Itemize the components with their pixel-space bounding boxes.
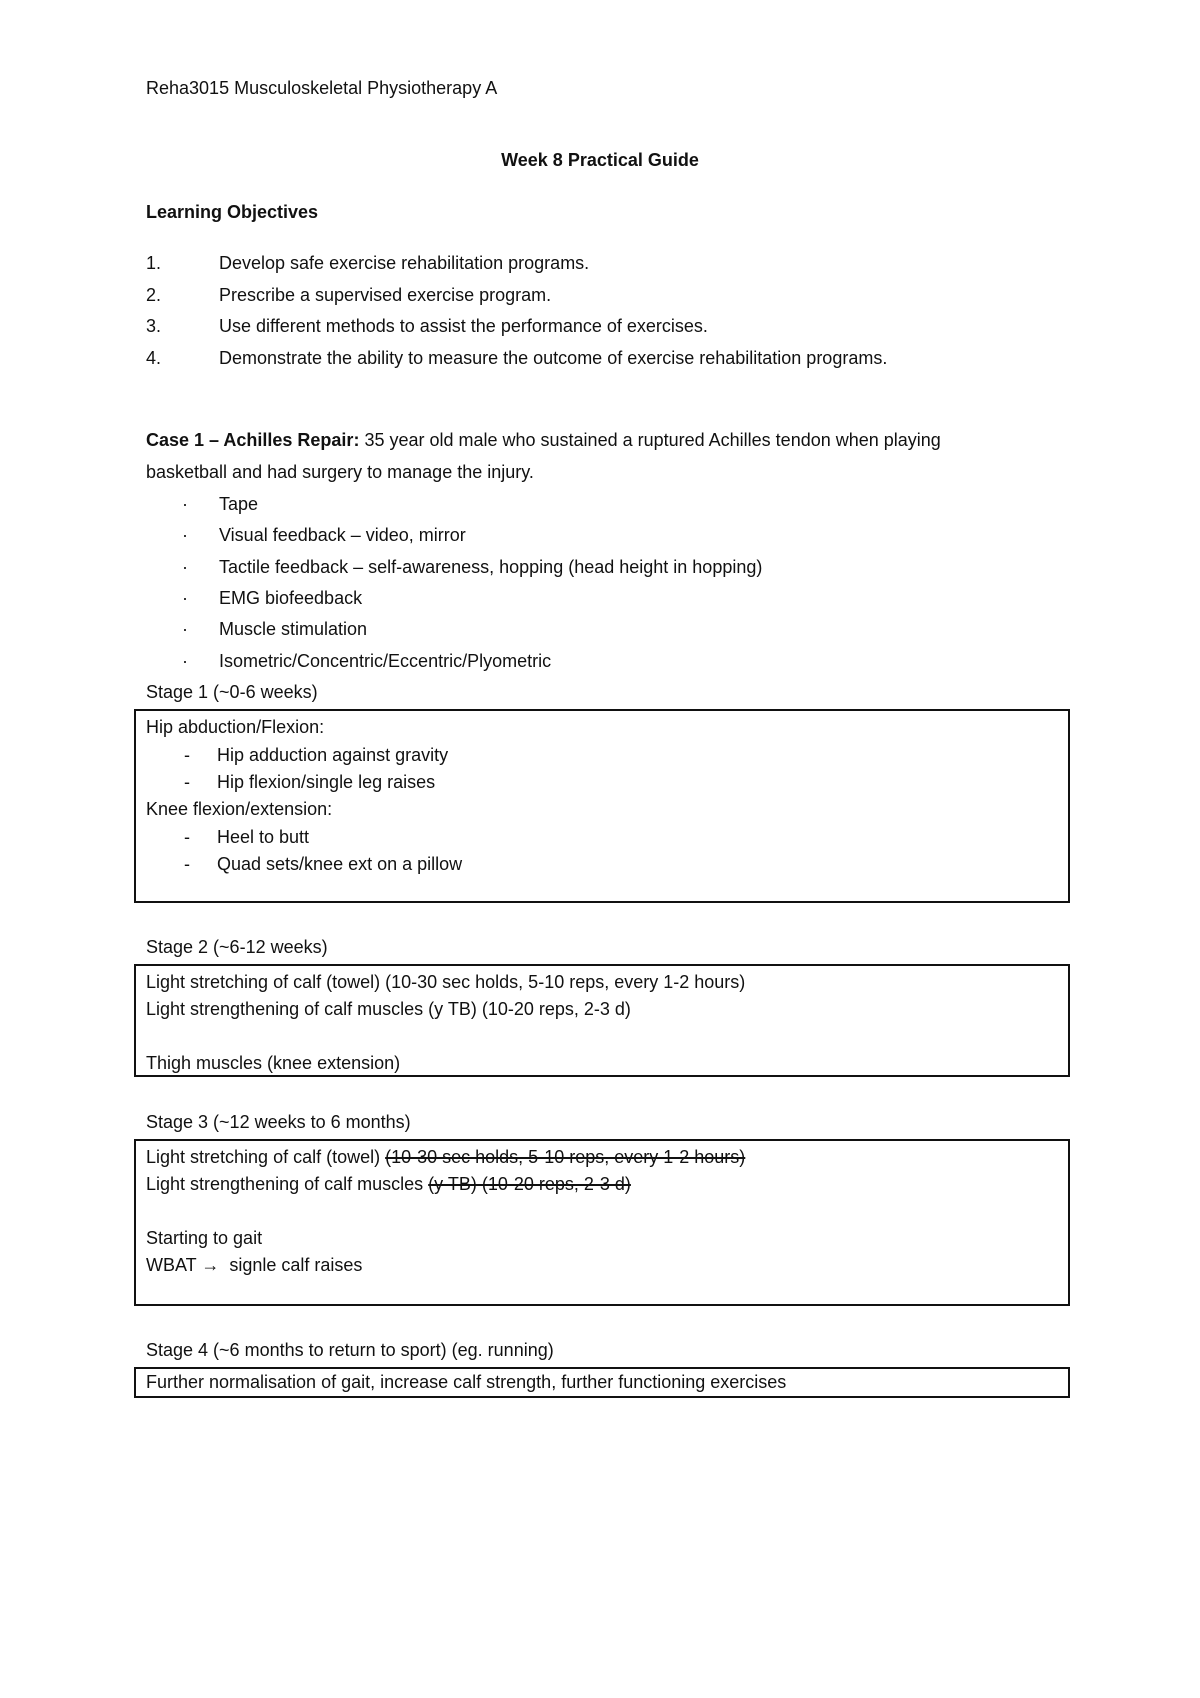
stage4-heading: Stage 4 (~6 months to return to sport) (eg. running) <box>146 1340 554 1360</box>
dash-marker: - <box>184 745 190 765</box>
hip-heading: Hip abduction/Flexion: <box>146 717 325 737</box>
dash-marker: - <box>184 772 190 792</box>
objective-item <box>146 316 708 338</box>
bullet-dot: · <box>182 619 188 639</box>
struck-text: (10-30 sec holds, 5-10 reps, every 1-2 hours) <box>385 1147 746 1167</box>
knee-item-text: Quad sets/knee ext on a pillow <box>217 854 463 874</box>
hip-item <box>184 745 448 767</box>
objective-number: 1. <box>146 253 162 273</box>
method-item <box>182 494 258 516</box>
stage4-line: Further normalisation of gait, increase calf strength, further functioning exercises <box>146 1372 787 1392</box>
objective-text: Prescribe a supervised exercise program. <box>219 285 552 305</box>
stage2-box <box>134 964 1070 1077</box>
objective-text: Use different methods to assist the performance of exercises. <box>219 316 708 336</box>
stage3-line <box>146 1255 362 1277</box>
document-header: Reha3015 Musculoskeletal Physiotherapy A <box>146 78 498 98</box>
bullet-dot: · <box>182 588 188 608</box>
knee-item <box>184 827 309 849</box>
dash-marker: - <box>184 854 190 874</box>
stage3-line-text: WBAT <box>146 1255 197 1275</box>
objective-item <box>146 348 887 370</box>
objective-text: Develop safe exercise rehabilitation programs. <box>219 253 590 273</box>
bullet-dot: · <box>182 525 188 545</box>
method-text: Isometric/Concentric/Eccentric/Plyometric <box>219 651 552 671</box>
stage3-line-text: Light stretching of calf (towel) <box>146 1147 386 1167</box>
method-item <box>182 557 762 579</box>
objective-number: 2. <box>146 285 162 305</box>
case-text: 35 year old male who sustained a ruptured Achilles tendon when playing <box>359 430 941 450</box>
method-text: Tactile feedback – self-awareness, hopping (head height in hopping) <box>219 557 763 577</box>
bullet-dot: · <box>182 557 188 577</box>
case-description <box>146 430 941 452</box>
stage1-box <box>134 709 1070 903</box>
knee-heading: Knee flexion/extension: <box>146 799 333 819</box>
stage3-line-text: Light strengthening of calf muscles <box>146 1174 429 1194</box>
hip-item-text: Hip adduction against gravity <box>217 745 449 765</box>
method-item <box>182 588 362 610</box>
stage2-line: Light strengthening of calf muscles (y TB) (10-20 reps, 2-3 d) <box>146 999 631 1019</box>
stage2-line: Light stretching of calf (towel) (10-30 sec holds, 5-10 reps, every 1-2 hours) <box>146 972 746 992</box>
objectives-heading: Learning Objectives <box>146 202 319 222</box>
knee-item-text: Heel to butt <box>217 827 310 847</box>
method-text: EMG biofeedback <box>219 588 363 608</box>
hip-item <box>184 772 435 794</box>
objective-item <box>146 285 551 307</box>
bullet-dot: · <box>182 494 188 514</box>
stage3-box <box>134 1139 1070 1306</box>
case-description-continued: basketball and had surgery to manage the injury. <box>146 462 534 482</box>
method-item <box>182 651 551 673</box>
hip-item-text: Hip flexion/single leg raises <box>217 772 436 792</box>
stage2-line: Thigh muscles (knee extension) <box>146 1053 401 1073</box>
case-label: Case 1 – Achilles Repair: <box>146 430 360 450</box>
bullet-dot: · <box>182 651 188 671</box>
stage3-heading: Stage 3 (~12 weeks to 6 months) <box>146 1112 411 1132</box>
objective-number: 3. <box>146 316 162 336</box>
stage3-line-text: signle calf raises <box>229 1255 363 1275</box>
stage3-line <box>146 1147 745 1169</box>
method-text: Visual feedback – video, mirror <box>219 525 466 545</box>
knee-item <box>184 854 462 876</box>
objective-number: 4. <box>146 348 162 368</box>
stage2-heading: Stage 2 (~6-12 weeks) <box>146 937 328 957</box>
struck-text: (y TB) (10-20 reps, 2-3 d) <box>428 1174 631 1194</box>
page-title: Week 8 Practical Guide <box>501 150 699 170</box>
arrow-right-icon: → <box>201 1255 220 1275</box>
method-text: Tape <box>219 494 259 514</box>
dash-marker: - <box>184 827 190 847</box>
objective-item <box>146 253 589 275</box>
stage3-line: Starting to gait <box>146 1228 263 1248</box>
method-item <box>182 525 466 547</box>
method-text: Muscle stimulation <box>219 619 368 639</box>
stage4-box <box>134 1367 1070 1398</box>
stage3-line <box>146 1174 631 1196</box>
method-item <box>182 619 367 641</box>
stage1-heading: Stage 1 (~0-6 weeks) <box>146 682 318 702</box>
objective-text: Demonstrate the ability to measure the outcome of exercise rehabilitation programs. <box>219 348 888 368</box>
